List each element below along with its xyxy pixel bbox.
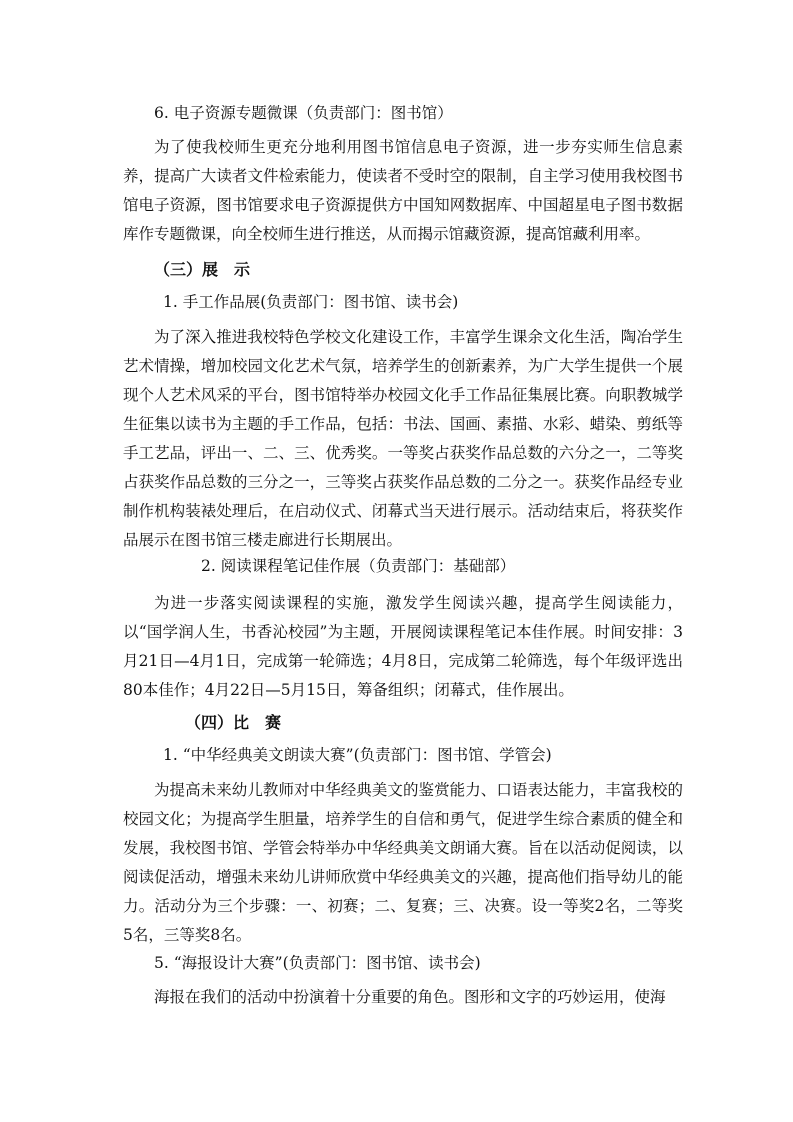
item-6-heading: 6. 电子资源专题微课（负责部门：图书馆） [154,104,453,122]
contest-5-heading: 5. “海报设计大赛”(负责部门：图书馆、读书会) [154,954,481,972]
section-3-heading: （三）展 示 [154,260,251,279]
contest-5-paragraph: 海报在我们的活动中扮演着十分重要的角色。图形和文字的巧妙运用，使海 [154,988,666,1006]
exhibit-2-paragraph: 为进一步落实阅读课程的实施，激发学生阅读兴趣，提高学生阅读能力，以“国学润人生，书香沁校园”为主题，开展阅读课程笔记本佳作展。时间安排：3月21日—4月1日，完成第一轮筛选；4月8日，完成第二轮筛选，每个年级评选出80本佳作；4月22日—5月15日，筹备组织；闭幕式，佳作展出。 [123,594,683,699]
exhibit-2-heading: 2. 阅读课程笔记佳作展（负责部门：基础部） [201,557,516,575]
exhibit-1-paragraph: 为了深入推进我校特色学校文化建设工作，丰富学生课余文化生活，陶冶学生艺术情操，增加校园文化艺术气氛，培养学生的创新素养，为广大学生提供一个展现个人艺术风采的平台，图书馆特举办校园文化手工作品征集展比赛。向职教城学生征集以读书为主题的手工作品，包括：书法、国画、素描、水彩、蜡染、剪纸等手工艺品，评出一、二、三、优秀奖。一等奖占获奖作品总数的六分之一，二等奖占获奖作品总数的三分之一，三等奖占获奖作品总数的二分之一。获奖作品经专业制作机构装裱处理后，在启动仪式、闭幕式当天进行展示。活动结束后，将获奖作品展示在图书馆三楼走廊进行长期展出。 [123,328,683,549]
section-4-heading: （四）比 赛 [185,713,282,732]
exhibit-1-heading: 1. 手工作品展(负责部门：图书馆、读书会) [163,293,459,311]
item-6-paragraph: 为了使我校师生更充分地利用图书馆信息电子资源，进一步夯实师生信息素养，提高广大读者文件检索能力，使读者不受时空的限制，自主学习使用我校图书馆电子资源，图书馆要求电子资源提供方中国知网数据库、中国超星电子图书数据库作专题微课，向全校师生进行推送，从而揭示馆藏资源，提高馆藏利用率。 [123,138,683,243]
contest-1-paragraph: 为提高未来幼儿教师对中华经典美文的鉴赏能力、口语表达能力，丰富我校的校园文化；为提高学生胆量，培养学生的自信和勇气，促进学生综合素质的健全和发展，我校图书馆、学管会特举办中华经典美文朗诵大赛。旨在以活动促阅读，以阅读促活动，增强未来幼儿讲师欣赏中华经典美文的兴趣，提高他们指导幼儿的能力。活动分为三个步骤：一、初赛；二、复赛；三、决赛。设一等奖2名，二等奖5名，三等奖8名。 [123,781,683,944]
contest-1-heading: 1. “中华经典美文朗读大赛”(负责部门：图书馆、学管会) [163,746,552,764]
